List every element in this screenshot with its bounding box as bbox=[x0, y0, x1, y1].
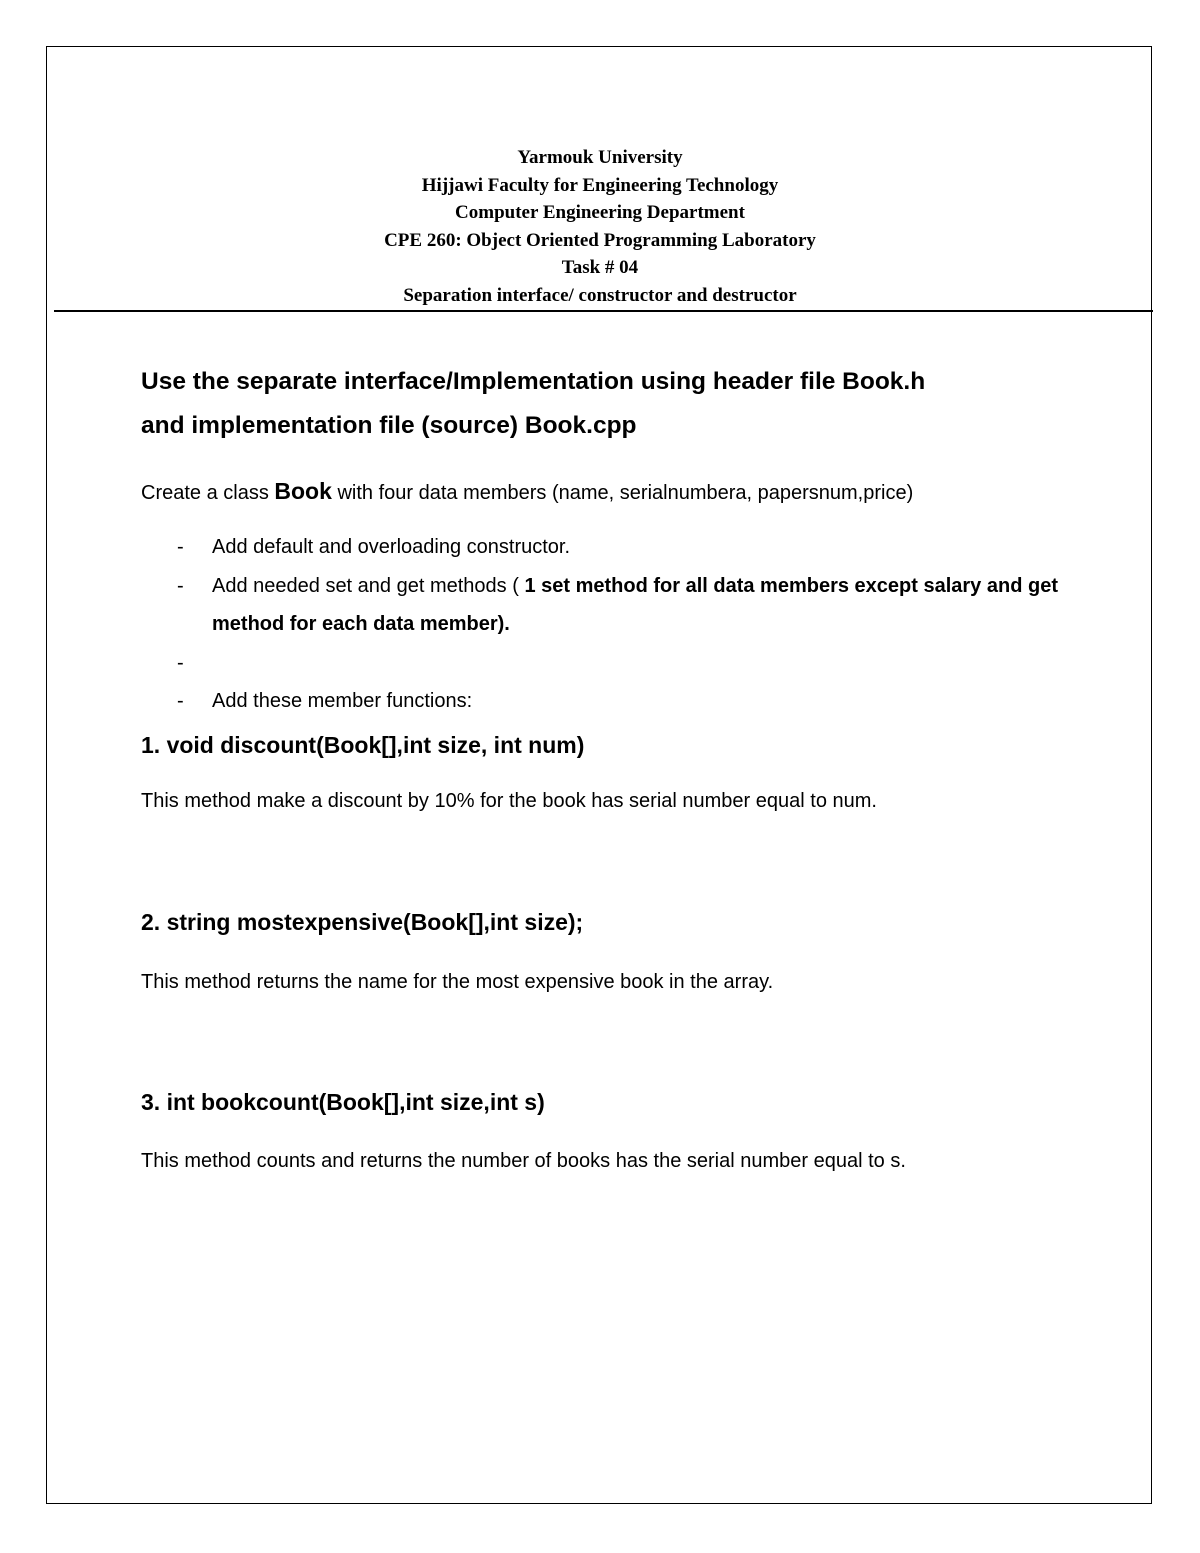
document-header bbox=[0, 144, 1200, 309]
task-title-line1: Use the separate interface/Implementation using header file Book.h bbox=[141, 368, 926, 395]
list-item-text: Add default and overloading constructor. bbox=[212, 536, 571, 558]
method-bookcount-heading: 3. int bookcount(Book[],int size,int s) bbox=[141, 1088, 545, 1115]
class-intro-after: with four data members (name, serialnumbera, papersnum,price) bbox=[331, 482, 914, 504]
header-faculty: Hijjawi Faculty for Engineering Technology bbox=[421, 174, 779, 196]
method-discount-heading: 1. void discount(Book[],int size, int num) bbox=[141, 731, 585, 758]
document-body bbox=[141, 360, 1071, 1182]
header-divider bbox=[54, 310, 1153, 312]
bullet-dash: - bbox=[177, 690, 184, 712]
list-item bbox=[141, 682, 1071, 721]
class-intro-before: Create a class bbox=[141, 482, 275, 504]
header-topic: Separation interface/ constructor and destructor bbox=[403, 284, 797, 306]
method-discount-description: This method make a discount by 10% for the book has serial number equal to num. bbox=[141, 789, 877, 812]
header-university: Yarmouk University bbox=[517, 147, 683, 168]
list-item-text: Add these member functions: bbox=[212, 690, 473, 712]
method-bookcount-description: This method counts and returns the number of books has the serial number equal to s. bbox=[141, 1149, 906, 1172]
list-item-emphasis: 1 set method for all data members except salary and get method for each data member). bbox=[212, 574, 1058, 635]
list-item bbox=[141, 644, 1071, 683]
requirements-list bbox=[141, 528, 1071, 721]
header-course: CPE 260: Object Oriented Programming Laboratory bbox=[384, 229, 816, 251]
task-title bbox=[141, 360, 1071, 448]
method-mostexpensive-description: This method returns the name for the most expensive book in the array. bbox=[141, 970, 774, 993]
bullet-dash: - bbox=[177, 651, 184, 674]
list-item-text: Add needed set and get methods ( bbox=[212, 574, 525, 597]
method-mostexpensive-heading: 2. string mostexpensive(Book[],int size); bbox=[141, 908, 584, 935]
header-department: Computer Engineering Department bbox=[455, 202, 745, 223]
list-item bbox=[141, 567, 1071, 644]
task-title-line2: and implementation file (source) Book.cpp bbox=[141, 412, 637, 439]
header-task: Task # 04 bbox=[561, 257, 639, 278]
bullet-dash: - bbox=[177, 536, 184, 558]
class-intro bbox=[141, 471, 1071, 514]
class-name: Book bbox=[274, 478, 332, 504]
bullet-dash: - bbox=[177, 574, 184, 597]
list-item bbox=[141, 528, 1071, 567]
